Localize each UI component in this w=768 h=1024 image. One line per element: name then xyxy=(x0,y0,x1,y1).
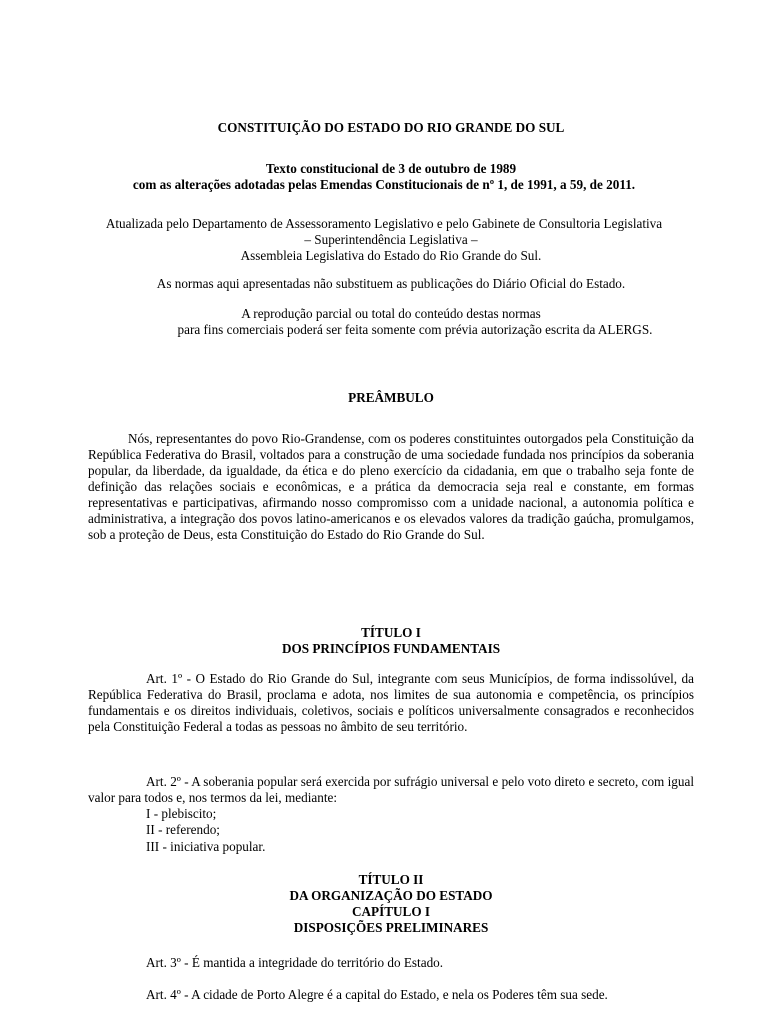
article-3-paragraph: Art. 3º - É mantida a integridade do território do Estado. xyxy=(146,955,444,970)
title-1-name: DOS PRINCÍPIOS FUNDAMENTAIS xyxy=(281,641,501,656)
article-4-paragraph: Art. 4º - A cidade de Porto Alegre é a capital do Estado, e nela os Poderes têm sua sede. xyxy=(146,987,608,1002)
subtitle-line-1: Texto constitucional de 3 de outubro de 1989 xyxy=(265,161,517,176)
article-1-paragraph: Art. 1º - O Estado do Rio Grande do Sul, integrante com seus Municípios, de forma indissolúvel, da República Federativa do Brasil, proclama e adota, nos limites de sua autonomia e competência, os princípios fundamentais e os direitos individuais, coletivos, sociais e políticos universalmente consagrados e reconhecidos pela Constituição Federal a todas as pessoas no âmbito de seu território. xyxy=(88,671,694,734)
title-2-name: DA ORGANIZAÇÃO DO ESTADO xyxy=(289,888,493,903)
update-note-line-1: Atualizada pelo Departamento de Assessoramento Legislativo e pelo Gabinete de Consultoria Legislativa xyxy=(105,216,663,231)
preamble-heading: PREÂMBULO xyxy=(348,390,434,405)
reproduction-line-1: A reprodução parcial ou total do conteúdo destas normas xyxy=(241,306,541,321)
chapter-1-name: DISPOSIÇÕES PRELIMINARES xyxy=(293,920,489,935)
article-2-item-1: I - plebiscito; xyxy=(146,806,217,821)
subtitle-line-2: com as alterações adotadas pelas Emendas Constitucionais de nº 1, de 1991, a 59, de 2011. xyxy=(132,177,636,192)
preamble-paragraph: Nós, representantes do povo Rio-Grandense, com os poderes constituintes outorgados pela Constituição da República Federativa do Brasil, voltados para a construção de uma sociedade fundada nos princípios da soberania popular, da liberdade, da igualdade, da ética e do pleno exercício da cidadania, em que o trabalho seja fonte de definição das relações sociais e econômicas, e a prática da democracia seja real e constante, em formas representativas e participativas, afirmando nosso compromisso com a unidade nacional, a autonomia política e administrativa, a integração dos povos latino-americanos e os elevados valores da tradição gaúcha, promulgamos, sob a proteção de Deus, esta Constituição do Estado do Rio Grande do Sul. xyxy=(88,431,694,542)
article-2-paragraph: Art. 2º - A soberania popular será exercida por sufrágio universal e pelo voto direto e secreto, com igual valor para todos e, nos termos da lei, mediante: xyxy=(88,774,694,805)
title-1-label: TÍTULO I xyxy=(361,625,421,640)
reproduction-line-2: para fins comerciais poderá ser feita somente com prévia autorização escrita da ALERGS. xyxy=(177,322,653,337)
disclaimer-text: As normas aqui apresentadas não substituem as publicações do Diário Oficial do Estado. xyxy=(156,276,626,291)
title-2-label: TÍTULO II xyxy=(358,872,424,887)
update-note-line-2: – Superintendência Legislativa – xyxy=(304,232,478,247)
update-note-line-3: Assembleia Legislativa do Estado do Rio Grande do Sul. xyxy=(240,248,542,263)
chapter-1-label: CAPÍTULO I xyxy=(351,904,431,919)
article-2-item-3: III - iniciativa popular. xyxy=(146,839,266,854)
document-title: CONSTITUIÇÃO DO ESTADO DO RIO GRANDE DO SUL xyxy=(217,120,565,135)
article-2-item-2: II - referendo; xyxy=(146,822,220,837)
